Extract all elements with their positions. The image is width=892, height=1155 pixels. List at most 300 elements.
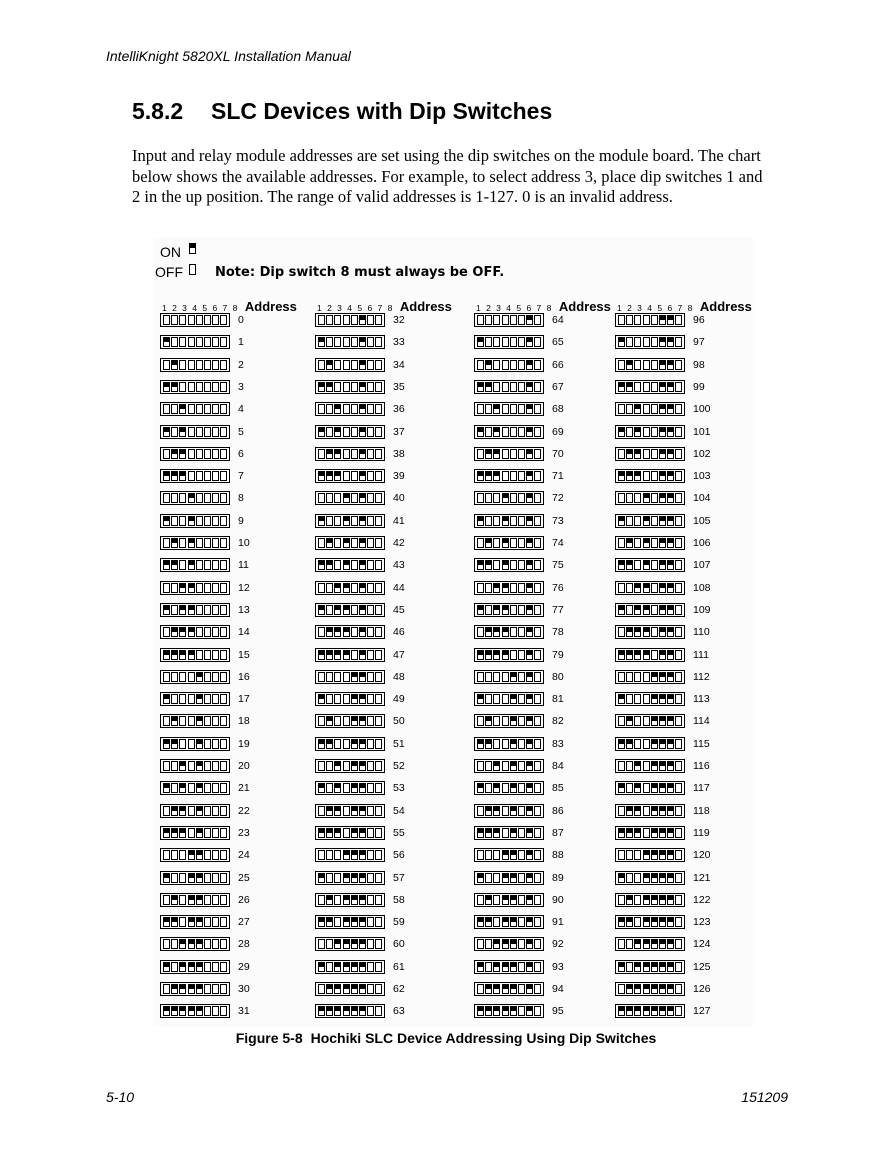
dip-switch-2-icon (626, 984, 633, 994)
dip-switch-2-icon (626, 1006, 633, 1016)
dip-switch-1-icon (477, 560, 484, 570)
address-value: 21 (238, 782, 250, 795)
address-value: 78 (552, 626, 564, 639)
dip-switch-3-icon (634, 583, 641, 593)
dip-switch-block-icon (474, 603, 544, 617)
dip-switch-3-icon (179, 783, 186, 793)
dip-switch-3-icon (334, 672, 341, 682)
dip-switch-8-icon (220, 806, 227, 816)
dip-switch-3-icon (493, 806, 500, 816)
dip-switch-5-icon (196, 895, 203, 905)
dip-switch-3-icon (493, 828, 500, 838)
dip-switch-4-icon (343, 493, 350, 503)
dip-switch-4-icon (188, 650, 195, 660)
dip-switch-6-icon (359, 427, 366, 437)
dip-switch-8-icon (675, 917, 682, 927)
dip-switch-4-icon (188, 605, 195, 615)
dip-switch-2-icon (626, 493, 633, 503)
dip-switch-7-icon (367, 605, 374, 615)
dip-switch-4-icon (502, 471, 509, 481)
dip-switch-5-icon (196, 337, 203, 347)
dip-switch-2-icon (326, 984, 333, 994)
dip-switch-block-icon (474, 960, 544, 974)
dip-switch-7-icon (526, 806, 533, 816)
dip-switch-6-icon (204, 917, 211, 927)
dip-switch-4-icon (343, 1006, 350, 1016)
dip-switch-2-icon (626, 828, 633, 838)
dip-switch-2-icon (326, 583, 333, 593)
dip-switch-7-icon (667, 850, 674, 860)
dip-switch-block-icon (160, 982, 230, 996)
dip-switch-3-icon (334, 427, 341, 437)
dip-switch-7-icon (212, 471, 219, 481)
dip-switch-6-icon (518, 939, 525, 949)
dip-switch-4-icon (188, 783, 195, 793)
address-value: 97 (693, 336, 705, 349)
dip-switch-8-icon (675, 739, 682, 749)
dip-switch-3-icon (634, 984, 641, 994)
dip-switch-4-icon (502, 984, 509, 994)
dip-switch-5-icon (510, 627, 517, 637)
dip-switch-6-icon (204, 404, 211, 414)
dip-switch-8-icon (375, 716, 382, 726)
dip-switch-5-icon (510, 895, 517, 905)
dip-switch-8-icon (534, 873, 541, 883)
dip-switch-3-icon (493, 650, 500, 660)
dip-switch-block-icon (160, 313, 230, 327)
dip-switch-6-icon (518, 716, 525, 726)
address-value: 115 (693, 737, 710, 750)
dip-switch-8-icon (534, 583, 541, 593)
dip-switch-6-icon (518, 360, 525, 370)
dip-switch-2-icon (485, 783, 492, 793)
address-value: 35 (393, 380, 405, 393)
address-value: 23 (238, 826, 250, 839)
dip-switch-5-icon (196, 694, 203, 704)
address-value: 42 (393, 537, 405, 549)
dip-switch-block-icon (160, 491, 230, 505)
dip-switch-block-icon (474, 335, 544, 349)
dip-switch-4-icon (643, 560, 650, 570)
dip-switch-2-icon (485, 694, 492, 704)
dip-switch-1-icon (618, 360, 625, 370)
dip-switch-6-icon (659, 560, 666, 570)
dip-switch-4-icon (188, 1006, 195, 1016)
dip-switch-2-icon (626, 427, 633, 437)
dip-switch-4-icon (502, 449, 509, 459)
dip-switch-8-icon (375, 360, 382, 370)
dip-switch-8-icon (375, 449, 382, 459)
dip-switch-7-icon (667, 873, 674, 883)
dip-switch-3-icon (179, 583, 186, 593)
dip-switch-7-icon (526, 984, 533, 994)
dip-switch-7-icon (667, 560, 674, 570)
dip-switch-4-icon (502, 939, 509, 949)
dip-switch-1-icon (477, 761, 484, 771)
dip-switch-8-icon (675, 337, 682, 347)
dip-switch-2-icon (326, 806, 333, 816)
dip-switch-7-icon (212, 962, 219, 972)
dip-switch-8-icon (220, 694, 227, 704)
dip-switch-4-icon (643, 828, 650, 838)
dip-switch-6-icon (659, 716, 666, 726)
dip-switch-block-icon (315, 714, 385, 728)
address-value: 33 (393, 336, 405, 349)
dip-switch-2-icon (485, 337, 492, 347)
address-value: 16 (238, 670, 250, 683)
dip-switch-2-icon (626, 650, 633, 660)
dip-switch-1-icon (163, 427, 170, 437)
dip-switch-block-icon (615, 558, 685, 572)
dip-switch-8-icon (220, 449, 227, 459)
dip-switch-8-icon (534, 538, 541, 548)
dip-switch-block-icon (315, 848, 385, 862)
dip-switch-2-icon (171, 627, 178, 637)
dip-switch-7-icon (212, 828, 219, 838)
dip-switch-7-icon (367, 761, 374, 771)
dip-switch-3-icon (634, 694, 641, 704)
dip-switch-3-icon (634, 962, 641, 972)
dip-switch-5-icon (351, 917, 358, 927)
dip-switch-3-icon (179, 806, 186, 816)
dip-switch-block-icon (615, 380, 685, 394)
dip-switch-2-icon (171, 427, 178, 437)
dip-switch-4-icon (343, 672, 350, 682)
dip-switch-block-icon (160, 335, 230, 349)
address-value: 111 (693, 648, 709, 661)
dip-switch-3-icon (493, 315, 500, 325)
address-value: 104 (693, 492, 711, 505)
dip-switch-block-icon (474, 1004, 544, 1018)
dip-switch-5-icon (351, 850, 358, 860)
dip-switch-3-icon (179, 917, 186, 927)
dip-switch-8-icon (375, 404, 382, 414)
dip-switch-1-icon (318, 337, 325, 347)
dip-switch-8-icon (220, 605, 227, 615)
dip-switch-1-icon (477, 627, 484, 637)
dip-switch-7-icon (212, 315, 219, 325)
dip-switch-3-icon (634, 1006, 641, 1016)
dip-switch-4-icon (188, 627, 195, 637)
dip-switch-3-icon (334, 315, 341, 325)
dip-switch-6-icon (659, 672, 666, 682)
dip-switch-2-icon (326, 493, 333, 503)
dip-switch-1-icon (163, 806, 170, 816)
dip-switch-6-icon (204, 806, 211, 816)
dip-switch-8-icon (375, 471, 382, 481)
dip-switch-1-icon (477, 873, 484, 883)
dip-switch-7-icon (526, 716, 533, 726)
dip-switch-1-icon (318, 538, 325, 548)
dip-switch-block-icon (615, 313, 685, 327)
dip-switch-7-icon (526, 471, 533, 481)
dip-switch-8-icon (375, 828, 382, 838)
dip-switch-4-icon (188, 917, 195, 927)
dip-switch-5-icon (510, 560, 517, 570)
dip-switch-6-icon (204, 315, 211, 325)
dip-switch-5-icon (351, 694, 358, 704)
dip-switch-5-icon (196, 806, 203, 816)
dip-switch-5-icon (651, 850, 658, 860)
address-header: Address (244, 299, 297, 314)
dip-switch-8-icon (375, 806, 382, 816)
dip-switch-2-icon (626, 716, 633, 726)
dip-switch-8-icon (675, 427, 682, 437)
dip-switch-2-icon (171, 716, 178, 726)
dip-switch-7-icon (367, 315, 374, 325)
dip-switch-7-icon (667, 939, 674, 949)
dip-switch-5-icon (651, 806, 658, 816)
dip-switch-1-icon (318, 627, 325, 637)
dip-switch-7-icon (367, 984, 374, 994)
dip-switch-block-icon (615, 714, 685, 728)
dip-switch-1-icon (163, 360, 170, 370)
dip-switch-3-icon (634, 360, 641, 370)
dip-switch-4-icon (643, 427, 650, 437)
dip-switch-2-icon (626, 806, 633, 816)
dip-switch-3-icon (179, 516, 186, 526)
dip-switch-7-icon (212, 739, 219, 749)
dip-switch-block-icon (474, 447, 544, 461)
dip-switch-4-icon (343, 895, 350, 905)
dip-switch-note: Note: Dip switch 8 must always be OFF. (215, 265, 505, 280)
dip-switch-5-icon (510, 694, 517, 704)
dip-switch-block-icon (615, 491, 685, 505)
legend-on-label: ON (160, 244, 181, 260)
dip-switch-block-icon (160, 670, 230, 684)
dip-switch-6-icon (204, 1006, 211, 1016)
dip-switch-8-icon (220, 404, 227, 414)
dip-switch-8-icon (220, 739, 227, 749)
address-value: 59 (393, 916, 405, 929)
dip-switch-3-icon (179, 716, 186, 726)
dip-switch-5-icon (651, 315, 658, 325)
dip-switch-1-icon (477, 360, 484, 370)
dip-switch-5-icon (351, 716, 358, 726)
dip-switch-8-icon (534, 739, 541, 749)
dip-switch-5-icon (196, 783, 203, 793)
dip-switch-7-icon (667, 427, 674, 437)
dip-switch-2-icon (171, 650, 178, 660)
dip-switch-1-icon (318, 939, 325, 949)
dip-switch-7-icon (367, 471, 374, 481)
dip-switch-4-icon (343, 716, 350, 726)
dip-switch-7-icon (212, 761, 219, 771)
dip-switch-1-icon (618, 605, 625, 615)
dip-switch-7-icon (526, 382, 533, 392)
dip-switch-1-icon (618, 493, 625, 503)
dip-switch-5-icon (510, 404, 517, 414)
dip-switch-4-icon (188, 427, 195, 437)
dip-switch-4-icon (188, 850, 195, 860)
address-value: 75 (552, 559, 564, 572)
dip-switch-1-icon (477, 449, 484, 459)
dip-switch-2-icon (171, 939, 178, 949)
address-value: 79 (552, 648, 564, 661)
dip-switch-7-icon (526, 962, 533, 972)
address-value: 49 (393, 693, 405, 706)
dip-switch-7-icon (212, 337, 219, 347)
dip-switch-2-icon (626, 917, 633, 927)
address-value: 91 (552, 916, 564, 929)
dip-switch-4-icon (188, 382, 195, 392)
dip-switch-3-icon (334, 895, 341, 905)
dip-switch-5-icon (651, 449, 658, 459)
dip-switch-4-icon (343, 583, 350, 593)
dip-switch-6-icon (359, 917, 366, 927)
dip-switch-3-icon (493, 516, 500, 526)
dip-switch-6-icon (204, 895, 211, 905)
dip-switch-1-icon (318, 650, 325, 660)
dip-switch-5-icon (351, 382, 358, 392)
dip-switch-7-icon (667, 761, 674, 771)
dip-switch-6-icon (359, 560, 366, 570)
dip-switch-2-icon (626, 360, 633, 370)
dip-switch-6-icon (659, 694, 666, 704)
dip-switch-2-icon (171, 583, 178, 593)
dip-switch-7-icon (667, 962, 674, 972)
dip-switch-6-icon (359, 360, 366, 370)
dip-switch-6-icon (204, 650, 211, 660)
dip-switch-1-icon (318, 1006, 325, 1016)
dip-switch-block-icon (615, 625, 685, 639)
dip-switch-6-icon (659, 404, 666, 414)
dip-switch-4-icon (643, 449, 650, 459)
page-number: 5-10 (106, 1089, 135, 1105)
dip-switch-block-icon (315, 893, 385, 907)
address-value: 20 (238, 760, 250, 772)
address-value: 64 (552, 314, 564, 326)
dip-switch-4-icon (643, 672, 650, 682)
dip-switch-8-icon (675, 560, 682, 570)
dip-switch-3-icon (334, 984, 341, 994)
address-value: 51 (393, 737, 405, 750)
dip-switch-4-icon (502, 516, 509, 526)
dip-switch-4-icon (643, 806, 650, 816)
dip-switch-1-icon (477, 783, 484, 793)
dip-switch-7-icon (667, 583, 674, 593)
dip-switch-7-icon (526, 360, 533, 370)
dip-switch-8-icon (534, 493, 541, 503)
dip-switch-8-icon (375, 427, 382, 437)
dip-switch-1-icon (618, 806, 625, 816)
dip-switch-3-icon (634, 739, 641, 749)
dip-switch-7-icon (212, 694, 219, 704)
dip-switch-7-icon (526, 761, 533, 771)
dip-switch-7-icon (667, 404, 674, 414)
dip-switch-5-icon (351, 806, 358, 816)
dip-switch-block-icon (160, 581, 230, 595)
dip-switch-4-icon (343, 404, 350, 414)
dip-switch-6-icon (204, 471, 211, 481)
dip-switch-5-icon (351, 761, 358, 771)
dip-switch-block-icon (615, 871, 685, 885)
dip-switch-block-icon (615, 804, 685, 818)
dip-switch-6-icon (359, 895, 366, 905)
dip-switch-5-icon (196, 917, 203, 927)
dip-switch-7-icon (367, 783, 374, 793)
dip-switch-8-icon (375, 315, 382, 325)
dip-switch-6-icon (204, 449, 211, 459)
dip-switch-5-icon (510, 605, 517, 615)
dip-switch-4-icon (502, 694, 509, 704)
address-value: 24 (238, 849, 250, 862)
dip-switch-8-icon (675, 962, 682, 972)
dip-switch-1-icon (618, 538, 625, 548)
address-value: 58 (393, 893, 405, 906)
dip-switch-3-icon (493, 962, 500, 972)
dip-switch-8-icon (675, 873, 682, 883)
address-value: 60 (393, 938, 405, 951)
dip-switch-2-icon (171, 850, 178, 860)
dip-switch-6-icon (359, 694, 366, 704)
dip-switch-block-icon (615, 603, 685, 617)
dip-switch-5-icon (351, 605, 358, 615)
dip-switch-4-icon (643, 315, 650, 325)
dip-switch-2-icon (485, 560, 492, 570)
dip-switch-8-icon (220, 583, 227, 593)
dip-switch-8-icon (675, 404, 682, 414)
dip-switch-block-icon (160, 603, 230, 617)
address-value: 12 (238, 581, 250, 594)
dip-switch-5-icon (510, 583, 517, 593)
dip-switch-1-icon (163, 605, 170, 615)
dip-switch-8-icon (675, 694, 682, 704)
dip-switch-7-icon (526, 315, 533, 325)
dip-switch-5-icon (196, 672, 203, 682)
dip-switch-4-icon (343, 917, 350, 927)
dip-switch-5-icon (510, 427, 517, 437)
dip-switch-1-icon (618, 850, 625, 860)
dip-switch-5-icon (510, 939, 517, 949)
dip-switch-7-icon (526, 605, 533, 615)
dip-switch-2-icon (171, 337, 178, 347)
dip-switch-6-icon (518, 1006, 525, 1016)
dip-switch-7-icon (212, 1006, 219, 1016)
dip-switch-1-icon (618, 627, 625, 637)
dip-switch-7-icon (667, 315, 674, 325)
dip-switch-1-icon (163, 962, 170, 972)
dip-switch-2-icon (626, 895, 633, 905)
dip-switch-6-icon (359, 315, 366, 325)
address-value: 122 (693, 893, 711, 906)
dip-switch-4-icon (188, 493, 195, 503)
dip-switch-3-icon (634, 382, 641, 392)
address-value: 107 (693, 559, 711, 572)
dip-switch-8-icon (675, 516, 682, 526)
dip-switch-1-icon (318, 806, 325, 816)
dip-switch-block-icon (160, 692, 230, 706)
dip-switch-6-icon (518, 427, 525, 437)
dip-switch-7-icon (212, 716, 219, 726)
dip-switch-block-icon (160, 848, 230, 862)
dip-switch-block-icon (160, 781, 230, 795)
dip-switch-2-icon (171, 828, 178, 838)
dip-switch-1-icon (163, 672, 170, 682)
dip-switch-5-icon (351, 672, 358, 682)
dip-switch-5-icon (510, 538, 517, 548)
dip-switch-3-icon (334, 962, 341, 972)
dip-switch-3-icon (493, 360, 500, 370)
dip-switch-4-icon (643, 583, 650, 593)
dip-switch-3-icon (179, 493, 186, 503)
dip-switch-block-icon (160, 915, 230, 929)
dip-switch-5-icon (510, 739, 517, 749)
dip-switch-6-icon (518, 560, 525, 570)
dip-switch-5-icon (196, 493, 203, 503)
address-value: 56 (393, 849, 405, 862)
dip-switch-7-icon (667, 449, 674, 459)
